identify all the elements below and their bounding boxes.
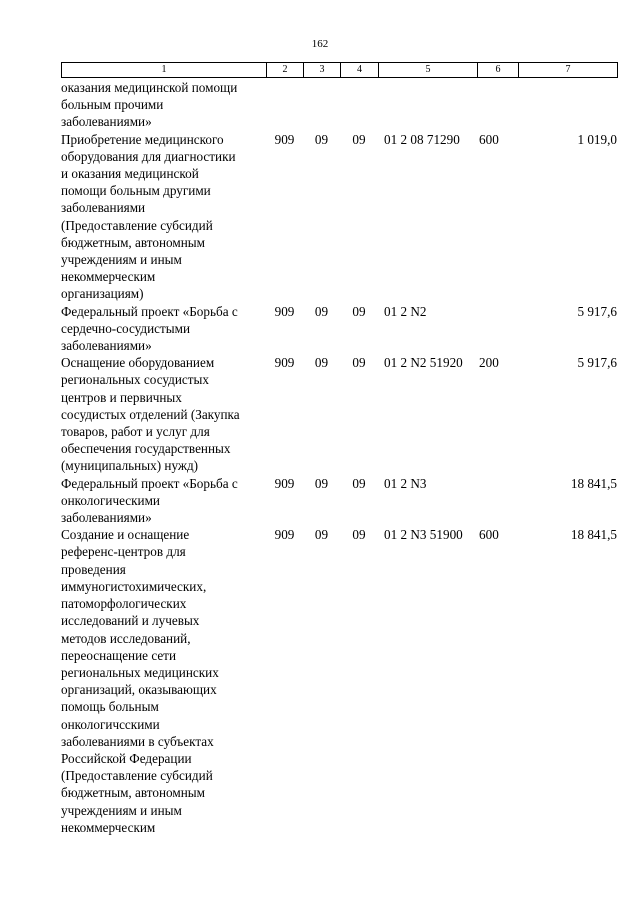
column-header-table (61, 62, 618, 78)
row-description (61, 475, 266, 527)
subsection-code: 09 (352, 355, 366, 371)
table-row (61, 131, 617, 303)
description-line: заболеваниями (61, 200, 146, 216)
description-line: проведения (61, 561, 126, 577)
amount: 5 917,6 (577, 303, 617, 319)
expense-type-code (477, 79, 518, 131)
table-row (61, 354, 617, 474)
target-article-code: 01 2 N2 51920 (384, 355, 463, 371)
target-article-code: 01 2 N2 (384, 303, 427, 319)
description-line: Федеральный проект «Борьба с (61, 475, 238, 491)
section-code: 09 (314, 475, 329, 491)
row-description (61, 79, 266, 131)
column-header-2: 2 (267, 63, 304, 78)
description-line: и оказания медицинской (61, 166, 199, 182)
ministry-code: 909 (274, 131, 295, 147)
amount: 5 917,6 (577, 355, 617, 371)
description-line: Создание и оснащение (61, 527, 190, 543)
row-description (61, 303, 266, 355)
subsection-code (340, 79, 378, 131)
description-line: центров и первичных (61, 389, 182, 405)
expense-type-code: 600 (479, 131, 499, 147)
description-line: бюджетным, автономным (61, 785, 205, 801)
description-line: региональных медицинских (61, 664, 219, 680)
section-code: 09 (314, 303, 329, 319)
column-header-5: 5 (379, 63, 478, 78)
description-line: патоморфологических (61, 596, 187, 612)
description-line: заболеваниями в субъектах (61, 733, 214, 749)
description-line: переоснащение сети (61, 647, 177, 663)
description-line: иммуногистохимических, (61, 578, 207, 594)
ministry-code: 909 (274, 475, 295, 491)
column-header-row (62, 63, 618, 78)
description-line: региональных сосудистых (61, 372, 209, 388)
description-line: Федеральный проект «Борьба с (61, 303, 238, 319)
description-line: учреждениям и иным (61, 802, 182, 818)
description-line: товаров, работ и услуг для (61, 424, 210, 440)
section-code (303, 79, 340, 131)
description-line: заболеваниями» (61, 338, 152, 354)
amount: 1 019,0 (577, 131, 617, 147)
table-row (61, 303, 617, 355)
description-line: (Предоставление субсидий (61, 217, 213, 233)
description-line: некоммерческим (61, 819, 156, 835)
description-line: Российской Федерации (61, 750, 192, 766)
description-line: оказания медицинской помощи (61, 80, 238, 95)
description-line: заболеваниями» (61, 510, 152, 526)
description-line: методов исследований, (61, 630, 191, 646)
expense-type-code (477, 303, 518, 355)
row-description (61, 354, 266, 474)
amount (518, 79, 617, 131)
description-line: Приобретение медицинского (61, 131, 224, 147)
description-line: заболеваниями» (61, 114, 152, 130)
description-line: больным прочими (61, 97, 164, 113)
target-article-code: 01 2 08 71290 (384, 131, 460, 147)
description-line: референс-центров для (61, 544, 186, 560)
ministry-code: 909 (274, 303, 295, 319)
expense-type-code: 200 (479, 355, 499, 371)
section-code: 09 (314, 355, 329, 371)
description-line: исследований и лучевых (61, 613, 200, 629)
section-code: 09 (314, 527, 329, 543)
target-article-code: 01 2 N3 51900 (384, 527, 463, 543)
section-code: 09 (314, 131, 329, 147)
table-row (61, 475, 617, 527)
amount: 18 841,5 (570, 527, 617, 543)
description-line: онкологичсскими (61, 716, 160, 732)
description-line: организаций, оказывающих (61, 682, 217, 698)
budget-table (61, 79, 617, 836)
description-line: сосудистых отделений (Закупка (61, 406, 240, 422)
page-number: 162 (311, 38, 329, 50)
description-line: оборудования для диагностики (61, 148, 236, 164)
table-row (61, 526, 617, 836)
ministry-code: 909 (274, 355, 295, 371)
subsection-code: 09 (352, 303, 366, 319)
table-row (61, 79, 617, 131)
expense-type-code (477, 475, 518, 527)
row-description (61, 131, 266, 303)
subsection-code: 09 (352, 131, 366, 147)
description-line: помощь больным (61, 699, 159, 715)
description-line: онкологическими (61, 492, 160, 508)
ministry-code (266, 79, 303, 131)
description-line: помощи больным другими (61, 183, 211, 199)
description-line: Оснащение оборудованием (61, 355, 215, 371)
description-line: некоммерческим (61, 269, 156, 285)
expense-type-code: 600 (479, 527, 499, 543)
target-article-code: 01 2 N3 (384, 475, 427, 491)
description-line: организациям) (61, 286, 144, 302)
subsection-code: 09 (352, 527, 366, 543)
description-line: бюджетным, автономным (61, 234, 205, 250)
description-line: (муниципальных) нужд) (61, 458, 199, 474)
description-line: (Предоставление субсидий (61, 768, 213, 784)
amount: 18 841,5 (570, 475, 617, 491)
row-description (61, 526, 266, 836)
ministry-code: 909 (274, 527, 295, 543)
target-article-code (378, 79, 477, 131)
description-line: сердечно-сосудистыми (61, 320, 191, 336)
description-line: обеспечения государственных (61, 441, 231, 457)
column-header-4: 4 (341, 63, 379, 78)
description-line: учреждениям и иным (61, 252, 182, 268)
column-header-6: 6 (478, 63, 519, 78)
column-header-1: 1 (62, 63, 267, 78)
subsection-code: 09 (352, 475, 366, 491)
column-header-3: 3 (304, 63, 341, 78)
column-header-7: 7 (519, 63, 618, 78)
